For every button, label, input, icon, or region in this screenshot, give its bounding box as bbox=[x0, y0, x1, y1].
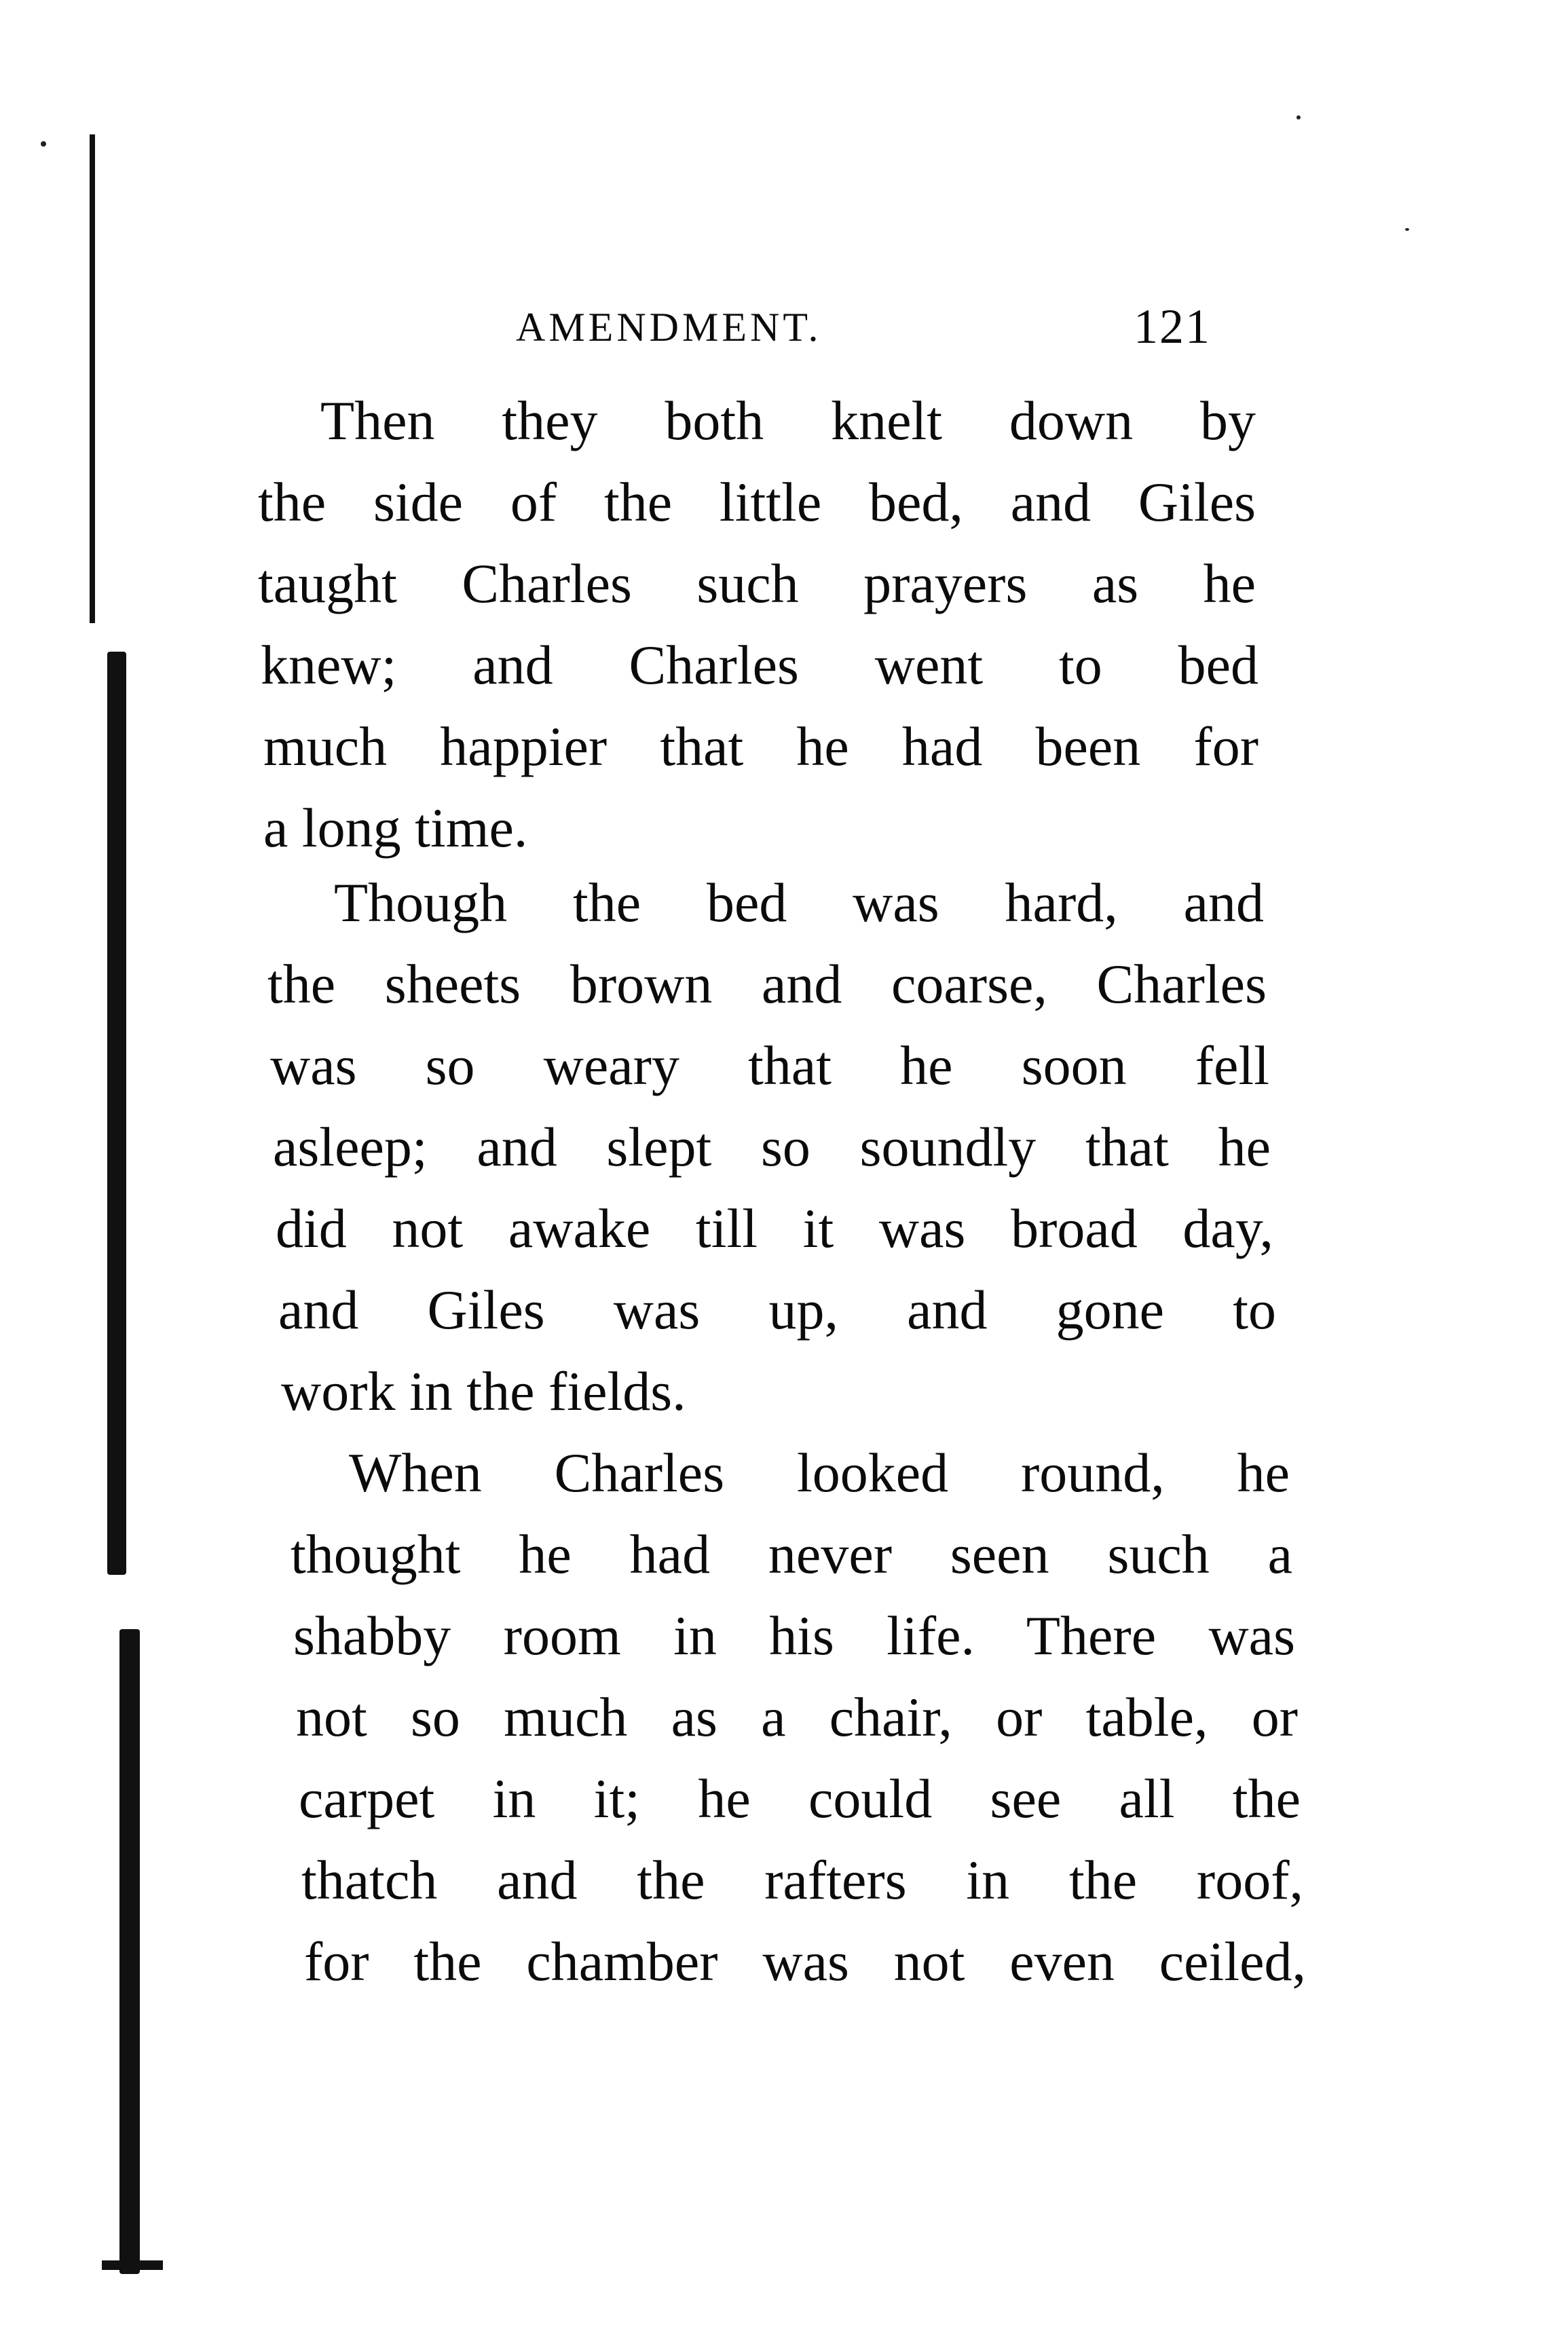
scan-speck bbox=[41, 141, 46, 147]
text-line: knew; and Charles went to bed bbox=[261, 634, 1258, 696]
running-title: AMENDMENT. bbox=[516, 305, 822, 350]
text-line: for the chamber was not even ceiled, bbox=[304, 1931, 1306, 1992]
text-line: shabby room in his life. There was bbox=[293, 1605, 1295, 1666]
scan-speck bbox=[1296, 115, 1301, 119]
text-line: asleep; and slept so soundly that he bbox=[273, 1116, 1271, 1178]
text-line: taught Charles such prayers as he bbox=[258, 553, 1256, 614]
binding-shadow-middle bbox=[107, 652, 126, 1575]
text-line: and Giles was up, and gone to bbox=[278, 1279, 1276, 1341]
text-line: did not awake till it was broad day, bbox=[276, 1197, 1273, 1259]
text-line: Then they both knelt down by bbox=[320, 390, 1256, 451]
text-line: When Charles looked round, he bbox=[349, 1442, 1290, 1504]
text-line: thatch and the rafters in the roof, bbox=[301, 1849, 1303, 1911]
text-line: much happier that he had been for bbox=[263, 715, 1258, 777]
text-line: thought he had never seen such a bbox=[291, 1523, 1292, 1585]
binding-shadow-top bbox=[90, 134, 95, 623]
text-line: work in the fields. bbox=[281, 1360, 686, 1422]
text-line: the side of the little bed, and Giles bbox=[258, 471, 1256, 533]
text-line: Though the bed was hard, and bbox=[334, 872, 1264, 933]
page-number: 121 bbox=[1134, 299, 1211, 354]
text-line: was so weary that he soon fell bbox=[270, 1035, 1269, 1096]
text-line: not so much as a chair, or table, or bbox=[296, 1686, 1298, 1748]
binding-shadow-bottom bbox=[119, 1629, 140, 2274]
scan-speck bbox=[1405, 228, 1409, 231]
text-line: a long time. bbox=[263, 797, 528, 859]
running-header bbox=[0, 299, 1568, 360]
text-line: the sheets brown and coarse, Charles bbox=[267, 953, 1267, 1015]
text-line: carpet in it; he could see all the bbox=[299, 1768, 1301, 1829]
binding-shadow-foot bbox=[102, 2260, 163, 2270]
